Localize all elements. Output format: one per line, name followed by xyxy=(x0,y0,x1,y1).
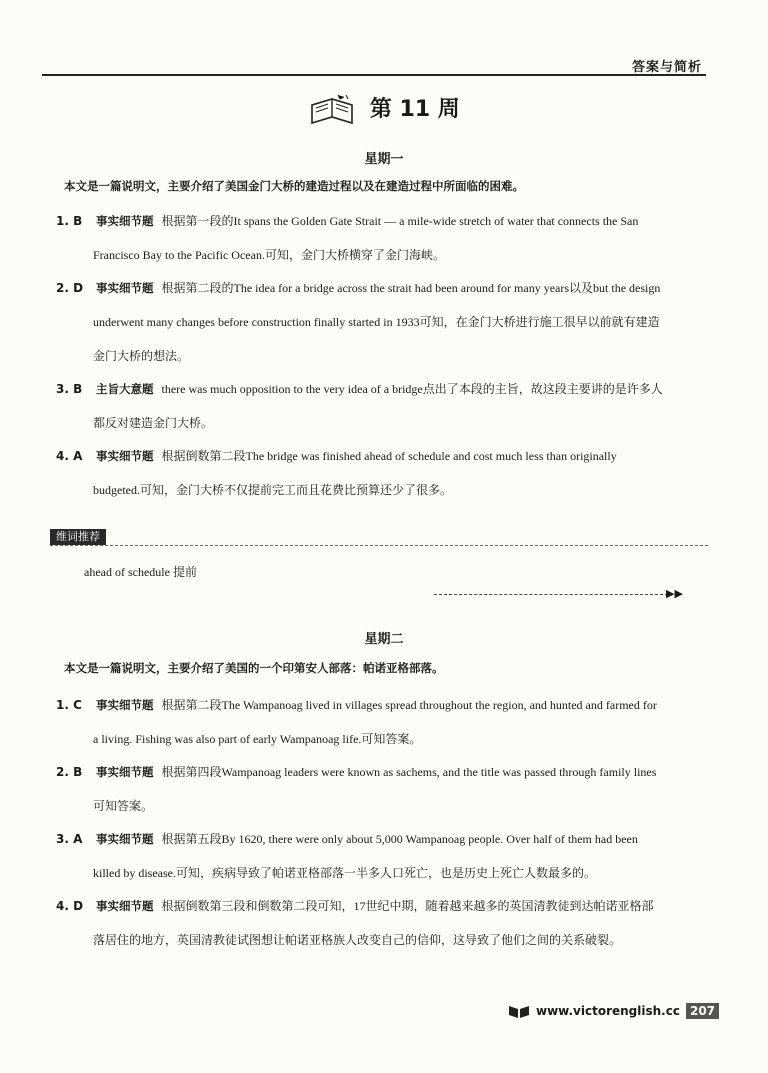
question-type: 事实细节题 xyxy=(96,281,154,295)
answer-item xyxy=(56,372,706,440)
answer-text-line: 根据第二段The Wampanoag lived in villages spread throughout the region, and hunted and farmed for xyxy=(161,698,657,712)
question-type: 事实细节题 xyxy=(96,214,154,228)
answer-text-line: 根据第二段的The idea for a bridge across the strait had been around for many years以及but the design xyxy=(161,281,661,295)
vocab-entry: ahead of schedule 提前 xyxy=(84,565,197,579)
answer-text-line: a living. Fishing was also part of early Wampanoag life.可知答案。 xyxy=(93,732,422,746)
answer-text-line: 根据第四段Wampanoag leaders were known as sachems, and the title was passed through family lines xyxy=(161,765,657,779)
question-type: 事实细节题 xyxy=(96,899,154,913)
answer-number: 4. A xyxy=(56,449,83,463)
answer-number: 1. C xyxy=(56,698,82,712)
answer-text-line: 都反对建造金门大桥。 xyxy=(93,416,214,430)
question-type: 事实细节题 xyxy=(96,698,154,712)
question-type: 事实细节题 xyxy=(96,449,154,463)
question-type: 事实细节题 xyxy=(96,832,154,846)
answer-text-line: underwent many changes before construction finally started in 1933可知，在金门大桥进行施工很早以前就有建造 xyxy=(93,315,660,329)
answer-item xyxy=(56,439,706,507)
answer-text-line: 金门大桥的想法。 xyxy=(93,349,190,363)
answer-text-line: budgeted.可知，金门大桥不仅提前完工而且花费比预算还少了很多。 xyxy=(93,483,452,497)
answer-text-line: 根据第五段By 1620, there were only about 5,000 Wampanoag people. Over half of them had been xyxy=(161,832,638,846)
answer-number: 1. B xyxy=(56,214,83,228)
open-book-icon xyxy=(308,93,356,127)
answer-text-line: 可知答案。 xyxy=(93,799,154,813)
answer-item xyxy=(56,688,706,756)
section-header-label: 答案与简析 xyxy=(631,60,702,75)
answer-text-line: Francisco Bay to the Pacific Ocean.可知，金门大桥横穿了金门海峡。 xyxy=(93,248,445,262)
answer-item xyxy=(56,889,706,957)
answer-number: 3. A xyxy=(56,832,83,846)
book-logo-icon xyxy=(508,1003,530,1019)
summary-monday: 本文是一篇说明文，主要介绍了美国金门大桥的建造过程以及在建造过程中所面临的困难。 xyxy=(64,179,524,193)
page-number: 207 xyxy=(686,1003,719,1019)
day-heading-monday: 星期一 xyxy=(364,152,404,167)
answer-text-line: killed by disease.可知，疾病导致了帕诺亚格部落一半多人口死亡，也是历史上死亡人数最多的。 xyxy=(93,866,596,880)
answer-number: 2. D xyxy=(56,281,84,295)
answer-number: 2. B xyxy=(56,765,83,779)
double-arrow-icon: ▶▶ xyxy=(666,587,683,600)
vocab-label: 维词推荐 xyxy=(50,529,106,545)
answer-text-line: 根据倒数第二段The bridge was finished ahead of schedule and cost much less than originally xyxy=(161,449,617,463)
answer-item xyxy=(56,755,706,823)
answer-number: 3. B xyxy=(56,382,83,396)
answer-item xyxy=(56,271,706,373)
footer-url[interactable]: www.victorenglish.cc xyxy=(536,1004,680,1018)
answer-text-line: 根据倒数第三段和倒数第二段可知，17世纪中期，随着越来越多的英国清教徒到达帕诺亚格部 xyxy=(161,899,654,913)
answer-text-line: 根据第一段的It spans the Golden Gate Strait — a mile-wide stretch of water that connects the San xyxy=(161,214,639,228)
day-heading-tuesday: 星期二 xyxy=(364,632,404,647)
header-rule xyxy=(42,74,706,76)
week-title-text: 第 11 周 xyxy=(369,97,460,122)
dashed-rule xyxy=(434,594,668,595)
page-footer xyxy=(508,1003,719,1019)
question-type: 主旨大意题 xyxy=(96,382,154,396)
summary-tuesday: 本文是一篇说明文，主要介绍了美国的一个印第安人部落：帕诺亚格部落。 xyxy=(64,661,444,675)
answer-text-line: there was much opposition to the very idea of a bridge点出了本段的主旨，故这段主要讲的是许多人 xyxy=(161,382,663,396)
week-title xyxy=(0,92,768,127)
answer-number: 4. D xyxy=(56,899,84,913)
vocab-section-bar xyxy=(50,529,708,546)
question-type: 事实细节题 xyxy=(96,765,154,779)
answer-item xyxy=(56,204,706,272)
answer-text-line: 落居住的地方，英国清教徒试图想让帕诺亚格族人改变自己的信仰，这导致了他们之间的关系破裂。 xyxy=(93,933,622,947)
answer-item xyxy=(56,822,706,890)
